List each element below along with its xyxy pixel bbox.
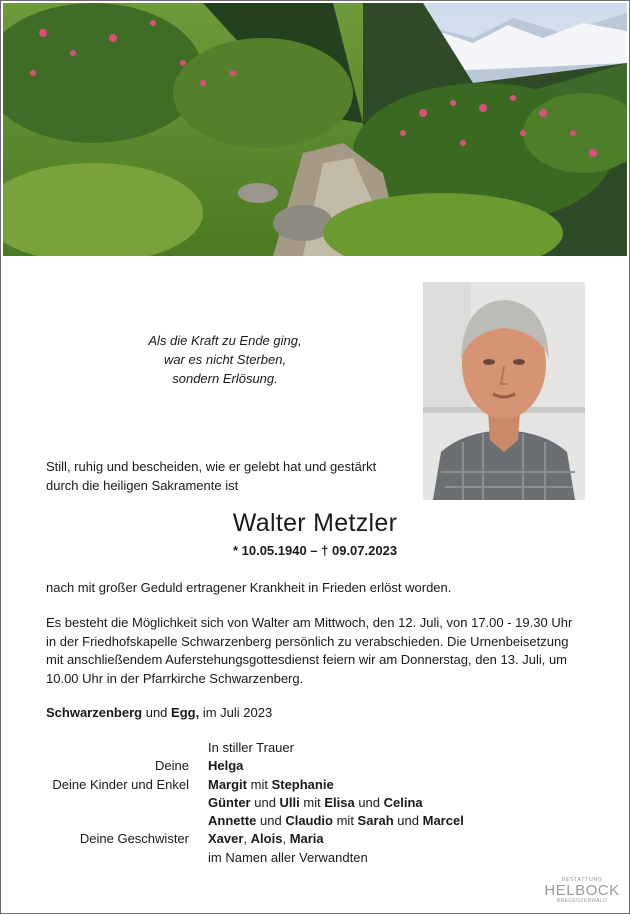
mourner-names: Günter und Ulli mit Elisa und Celina	[208, 794, 423, 810]
mourner-names: Helga	[208, 758, 244, 774]
paragraph-line: in der Friedhofskapelle Schwarzenberg persönlich zu verabschieden. Die Urnenbeisetzung	[46, 633, 569, 649]
mourning-opening: In stiller Trauer	[208, 740, 294, 755]
deceased-name: Walter Metzler	[232, 509, 398, 537]
connector: und	[145, 705, 168, 720]
quote-line: war es nicht Sterben,	[163, 352, 287, 367]
paragraph-line: Es besteht die Möglichkeit sich von Walter am Mittwoch, den 12. Juli, von 17.00 - 19.30 Uhr	[46, 615, 573, 630]
relation-label: Deine Kinder und Enkel	[52, 776, 189, 792]
logo-top-text: BESTATTUNG	[561, 877, 603, 883]
mourners-row	[0, 740, 630, 758]
mountain-landscape-photo	[3, 3, 627, 256]
mourners-list	[0, 740, 630, 868]
memorial-quote	[130, 331, 320, 388]
mourners-row	[0, 850, 630, 868]
farewell-details-paragraph	[46, 614, 596, 688]
funeral-home-logo	[540, 877, 624, 909]
relation-label: Deine Geschwister	[79, 831, 189, 847]
life-dates: * 10.05.1940 – † 09.07.2023	[232, 543, 398, 558]
place-and-date	[46, 705, 272, 720]
logo-name: HELBOCK	[544, 882, 620, 899]
intro-line: durch die heiligen Sakramente ist	[46, 478, 239, 493]
quote-line: sondern Erlösung.	[172, 371, 278, 386]
quote-line: Als die Kraft zu Ende ging,	[148, 333, 302, 348]
mourners-row	[0, 831, 630, 849]
paragraph-line: mit anschließendem Auferstehungsgottesdienst feiern wir am Donnerstag, den 13. Juli, um	[46, 652, 567, 667]
date-text: im Juli 2023	[202, 705, 273, 720]
mourner-names: Xaver, Alois, Maria	[208, 831, 324, 847]
mourners-row	[0, 813, 630, 831]
town-name: Schwarzenberg	[46, 705, 143, 720]
relation-label: Deine	[155, 758, 189, 774]
portrait-photo	[423, 282, 585, 500]
paragraph-line: 10.00 Uhr in der Pfarrkirche Schwarzenberg.	[46, 670, 304, 686]
intro-line: Still, ruhig und bescheiden, wie er gelebt hat und gestärkt	[46, 459, 377, 474]
mourner-names: Margit mit Stephanie	[208, 776, 334, 792]
logo-sub-text: BREGENZERWALD	[556, 898, 608, 904]
mourners-row	[0, 777, 630, 795]
intro-text	[46, 457, 376, 495]
mourners-row	[0, 758, 630, 776]
mourning-closing: im Namen aller Verwandten	[208, 849, 368, 865]
mourners-row	[0, 795, 630, 813]
town-name: Egg,	[171, 705, 200, 720]
mourner-names: Annette und Claudio mit Sarah und Marcel	[208, 813, 464, 829]
death-notice-paragraph: nach mit großer Geduld ertragener Krankheit in Frieden erlöst worden.	[46, 580, 452, 595]
